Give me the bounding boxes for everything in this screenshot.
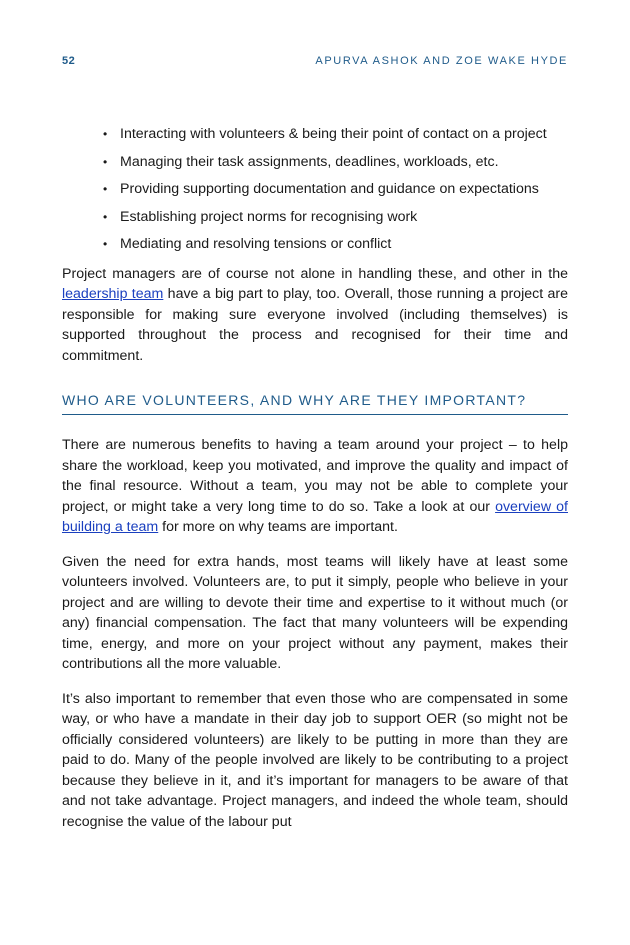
paragraph-text: There are numerous benefits to having a team around your project – to help share the workload, keep you motivated, and improve the quality and impact of the final resource. Without a team, you may not be able to complete your project, or might take a very long time to do so. Take a look at our bbox=[62, 437, 568, 515]
paragraph bbox=[62, 435, 568, 538]
list-item: • Establishing project norms for recognising work bbox=[62, 207, 568, 228]
paragraph bbox=[62, 264, 568, 367]
paragraph: Given the need for extra hands, most teams will likely have at least some volunteers involved. Volunteers are, to put it simply, people who believe in your project and are willing to devote their time and expertise to it without much (or any) financial compensation. The fact that many volunteers will be expending time, energy, and more on your project without any payment, makes their contributions all the more valuable. bbox=[62, 553, 568, 672]
paragraph: It’s also important to remember that even those who are compensated in some way, or who have a mandate in their day job to support OER (so might not be officially considered volunteers) are likely to be putting in more than they are paid to do. Many of the people involved are likely to be contributing to a project because they believe in it, and it’s important for managers to be aware of that and not take advantage. Project managers, and indeed the whole team, should recognise the value of the labour put bbox=[62, 690, 568, 830]
section-heading: WHO ARE VOLUNTEERS, AND WHY ARE THEY IMPORTANT? bbox=[62, 390, 568, 415]
running-head: APURVA ASHOK AND ZOE WAKE HYDE bbox=[315, 55, 568, 67]
building-team-link[interactable]: overview of building a team bbox=[62, 498, 568, 535]
page-number: 52 bbox=[62, 55, 76, 67]
paragraph-text: Project managers are of course not alone in handling these, and other in the bbox=[62, 265, 568, 282]
paragraph-text: have a big part to play, too. Overall, those running a project are responsible for making sure everyone involved (including themselves) is supported throughout the process and recognised for their time and commitment. bbox=[62, 286, 568, 364]
list-item: • Mediating and resolving tensions or conflict bbox=[62, 234, 568, 255]
leadership-team-link[interactable]: leadership team bbox=[62, 286, 164, 302]
paragraph-text: for more on why teams are important. bbox=[158, 519, 398, 535]
list-item: • Managing their task assignments, deadlines, workloads, etc. bbox=[62, 152, 568, 173]
bullet-list bbox=[62, 124, 568, 255]
list-item: • Interacting with volunteers & being their point of contact on a project bbox=[62, 124, 568, 145]
list-item: • Providing supporting documentation and guidance on expectations bbox=[62, 179, 568, 200]
page-content bbox=[62, 124, 568, 846]
